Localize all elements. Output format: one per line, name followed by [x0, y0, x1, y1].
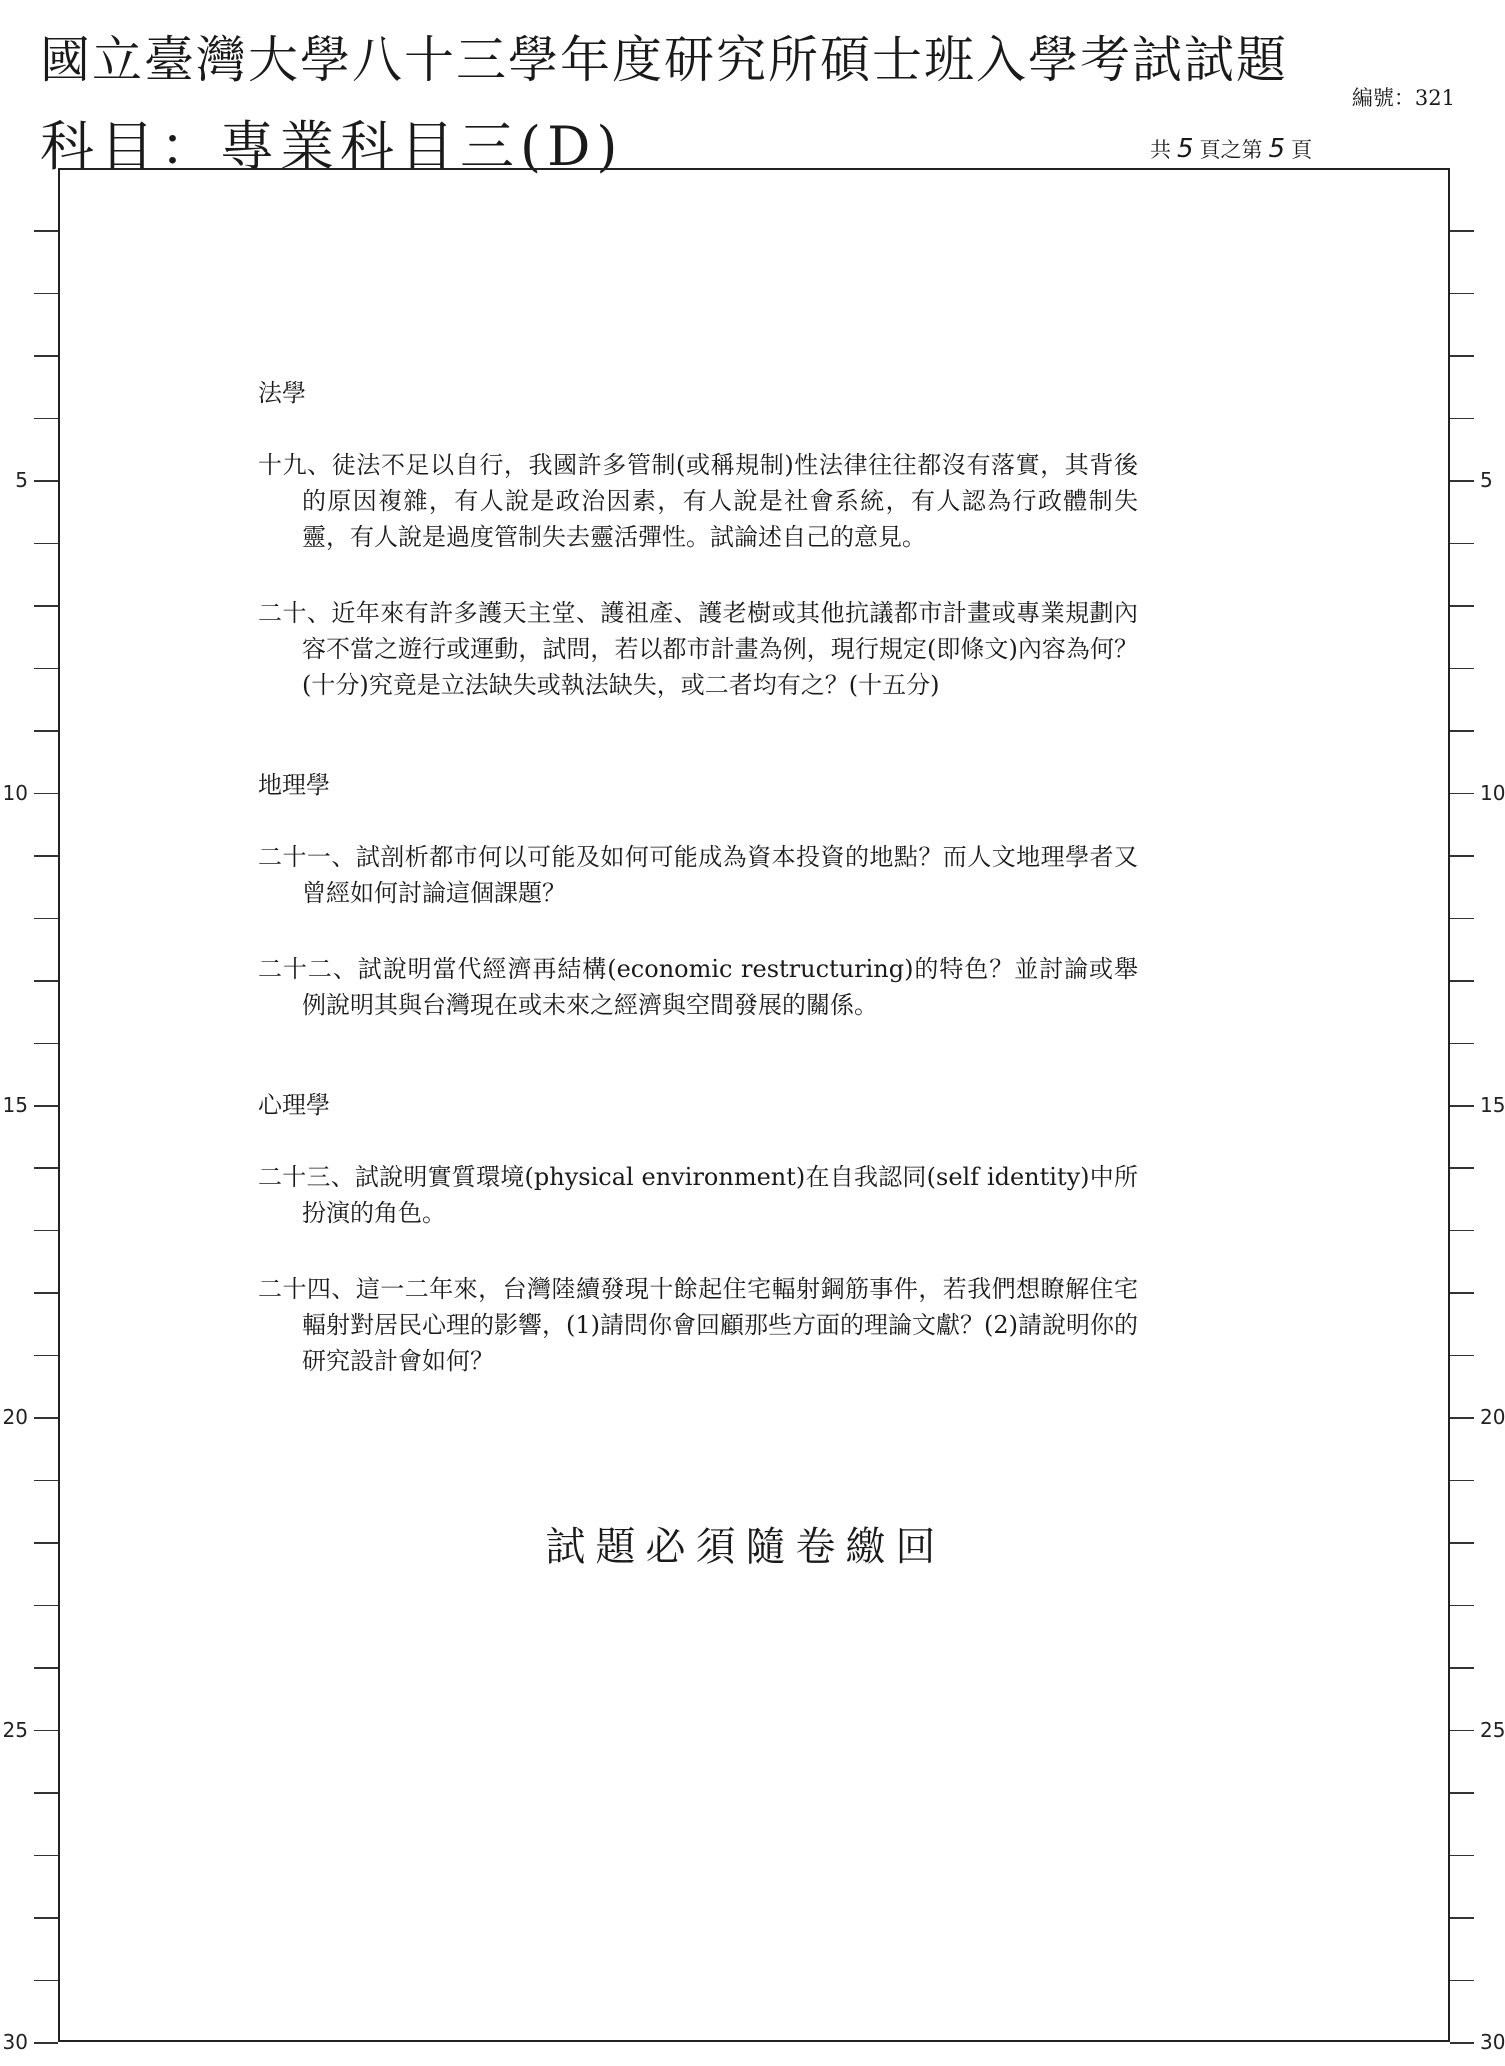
margin-tick	[34, 543, 58, 545]
margin-number: 10	[2, 780, 28, 805]
margin-tick	[34, 1355, 58, 1357]
margin-tick	[34, 793, 58, 795]
page-info	[1150, 134, 1312, 164]
margin-tick	[1450, 1167, 1474, 1169]
margin-tick	[1450, 793, 1474, 795]
page-suffix: 頁	[1291, 138, 1313, 162]
right-margin-ticks	[1450, 168, 1505, 2054]
margin-number: 5	[15, 468, 28, 493]
page-total: 5	[1177, 134, 1194, 164]
question-21: 二十一、試剖析都市何以可能及如何可能成為資本投資的地點？而人文地理學者又曾經如何討論這個課題？	[258, 843, 1138, 907]
margin-tick	[34, 1417, 58, 1419]
margin-tick	[34, 1917, 58, 1919]
margin-tick	[34, 668, 58, 670]
question-23: 二十三、試說明實質環境(physical environment)在自我認同(self identity)中所扮演的角色。	[258, 1163, 1138, 1227]
margin-tick	[1450, 543, 1474, 545]
margin-tick	[1450, 1792, 1474, 1794]
margin-number: 5	[1480, 468, 1493, 493]
margin-tick	[1450, 980, 1474, 982]
margin-tick	[1450, 1355, 1474, 1357]
margin-tick	[34, 855, 58, 857]
margin-tick	[34, 1105, 58, 1107]
section-law	[258, 375, 1138, 703]
margin-tick	[34, 293, 58, 295]
margin-tick	[1450, 855, 1474, 857]
section-psychology	[258, 1087, 1138, 1379]
margin-tick	[34, 1292, 58, 1294]
margin-tick	[34, 1605, 58, 1607]
margin-tick	[34, 1855, 58, 1857]
margin-tick	[1450, 1667, 1474, 1669]
margin-tick	[1450, 1480, 1474, 1482]
margin-tick	[34, 1667, 58, 1669]
question-19: 十九、徒法不足以自行，我國許多管制(或稱規制)性法律往往都沒有落實，其背後的原因複雜，有人說是政治因素，有人說是社會系統，有人認為行政體制失靈，有人說是過度管制失去靈活彈性。試論述自己的意見。	[258, 451, 1138, 551]
section-heading: 法學	[258, 379, 306, 407]
question-content	[258, 375, 1138, 1419]
exam-subject: 科目：專業科目三(D)	[40, 115, 624, 178]
margin-tick	[34, 480, 58, 482]
page-current: 5	[1268, 134, 1286, 164]
margin-tick	[34, 1167, 58, 1169]
margin-number: 20	[1480, 1405, 1505, 1430]
margin-tick	[1450, 355, 1474, 357]
margin-tick	[1450, 1980, 1474, 1982]
margin-number: 25	[2, 1717, 28, 1742]
margin-tick	[34, 1480, 58, 1482]
margin-number: 20	[2, 1405, 28, 1430]
margin-tick	[1450, 1230, 1474, 1232]
margin-tick	[1450, 730, 1474, 732]
section-geography	[258, 767, 1138, 1023]
margin-number: 30	[2, 2030, 28, 2054]
section-heading: 心理學	[258, 1091, 330, 1119]
margin-tick	[1450, 480, 1474, 482]
margin-tick	[1450, 2042, 1474, 2044]
margin-tick	[1450, 293, 1474, 295]
question-24: 二十四、這一二年來，台灣陸續發現十餘起住宅輻射鋼筋事件，若我們想瞭解住宅輻射對居民心理的影響，(1)請問你會回顧那些方面的理論文獻？(2)請說明你的研究設計會如何？	[258, 1275, 1138, 1375]
margin-tick	[1450, 668, 1474, 670]
section-heading: 地理學	[258, 771, 330, 799]
margin-tick	[34, 1730, 58, 1732]
margin-tick	[1450, 1730, 1474, 1732]
margin-tick	[34, 418, 58, 420]
margin-number: 15	[2, 1093, 28, 1117]
margin-tick	[34, 1043, 58, 1045]
margin-tick	[1450, 418, 1474, 420]
margin-tick	[34, 1792, 58, 1794]
margin-tick	[1450, 1043, 1474, 1045]
page-mid: 頁之第	[1199, 138, 1263, 162]
margin-number: 25	[1480, 1717, 1505, 1742]
margin-tick	[1450, 1605, 1474, 1607]
margin-tick	[34, 355, 58, 357]
margin-number: 10	[1480, 780, 1505, 805]
exam-code: 編號：321	[1351, 86, 1455, 110]
left-margin-ticks	[2, 168, 58, 2054]
margin-number: 15	[1480, 1093, 1505, 1117]
margin-tick	[34, 605, 58, 607]
margin-tick	[34, 2042, 58, 2044]
margin-tick	[1450, 1292, 1474, 1294]
margin-number: 30	[1480, 2030, 1505, 2054]
margin-tick	[1450, 918, 1474, 920]
return-notice: 試題必須隨卷繳回	[545, 1524, 946, 1570]
margin-tick	[1450, 230, 1474, 232]
question-20: 二十、近年來有許多護天主堂、護祖產、護老樹或其他抗議都市計畫或專業規劃內容不當之遊行或運動，試問，若以都市計畫為例，現行規定(即條文)內容為何？(十分)究竟是立法缺失或執法缺失，或二者均有之？(十五分)	[258, 599, 1138, 699]
margin-tick	[1450, 605, 1474, 607]
question-22: 二十二、試說明當代經濟再結構(economic restructuring)的特色？並討論或舉例說明其與台灣現在或未來之經濟與空間發展的關係。	[258, 955, 1138, 1019]
exam-title: 國立臺灣大學八十三學年度研究所碩士班入學考試試題	[40, 31, 1288, 89]
margin-tick	[34, 730, 58, 732]
margin-tick	[1450, 1417, 1474, 1419]
margin-tick	[34, 918, 58, 920]
margin-tick	[34, 980, 58, 982]
margin-tick	[34, 1230, 58, 1232]
margin-tick	[1450, 1105, 1474, 1107]
margin-tick	[1450, 1917, 1474, 1919]
margin-tick	[34, 1980, 58, 1982]
margin-tick	[34, 230, 58, 232]
page-total-prefix: 共	[1150, 138, 1171, 162]
margin-tick	[1450, 1855, 1474, 1857]
